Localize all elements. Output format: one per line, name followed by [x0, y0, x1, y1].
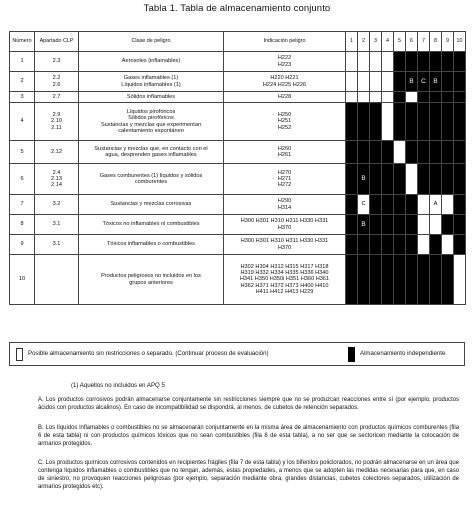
compat-letter: B: [409, 77, 414, 85]
row-indicacion-line: H411 H412 H413 H229: [255, 288, 314, 295]
row-number: [10, 103, 35, 141]
header-apartado: Apartado CLP: [35, 32, 79, 52]
compat-cell: [442, 103, 454, 141]
row-clase-line: Sustancias y mezclas que experimentan: [100, 121, 202, 128]
compat-cell: [442, 141, 454, 164]
row-indicacion-line: H220 H221: [270, 75, 299, 82]
compat-cell: [394, 72, 406, 92]
row-clase-line: Tóxicos inflamables o combustibles: [107, 241, 195, 248]
row-apartado-line: 2.9: [52, 112, 61, 119]
row-number: [10, 72, 35, 92]
compat-cell: [430, 52, 442, 72]
row-clase-line: Sustancias y mezclas que, en contacto con el: [94, 145, 208, 152]
compat-cell: [346, 215, 358, 235]
compat-cell: [430, 164, 442, 195]
compat-letter: B: [433, 77, 438, 85]
row-number-line: 10: [18, 276, 26, 283]
row-apartado: [35, 103, 79, 141]
row-apartado: [35, 72, 79, 92]
row-apartado-line: 3.1: [52, 241, 61, 248]
compat-cell: [346, 255, 358, 305]
compat-cell: [394, 52, 406, 72]
compat-cell: [394, 164, 406, 195]
row-indicacion-line: H270: [277, 169, 292, 176]
compat-cell: [382, 103, 394, 141]
compat-cell: [406, 235, 418, 255]
header-col-9: 9: [442, 32, 454, 52]
row-apartado: [35, 141, 79, 164]
row-number-line: 3: [20, 93, 24, 100]
compat-cell: [370, 195, 382, 215]
row-indicacion-line: H302 H304 H312 H315 H317 H318: [240, 263, 329, 270]
compat-cell: [370, 103, 382, 141]
header-col-3: 3: [370, 32, 382, 52]
row-apartado-line: 2.12: [51, 148, 62, 155]
row-indicacion-line: H271: [277, 175, 292, 182]
compat-cell: [418, 52, 430, 72]
compat-cell: [370, 141, 382, 164]
row-apartado-line: 2.11: [51, 124, 62, 131]
row-indicacion: [224, 141, 346, 164]
compat-cell: [382, 141, 394, 164]
header-col-2: 2: [358, 32, 370, 52]
compat-cell: [394, 103, 406, 141]
row-indicacion-line: H319 H332 H334 H335 H336 H340: [240, 270, 329, 277]
row-apartado: [35, 215, 79, 235]
compat-cell: [454, 103, 466, 141]
row-indicacion-line: H251: [277, 118, 292, 125]
row-apartado: [35, 255, 79, 305]
row-indicacion: [224, 215, 346, 235]
row-clase: [79, 141, 224, 164]
compat-cell: [454, 164, 466, 195]
compat-cell: [346, 141, 358, 164]
compat-cell: [442, 92, 454, 103]
row-clase-line: comburentes: [134, 179, 168, 185]
compat-letter: B: [361, 220, 366, 228]
compat-cell: [358, 255, 370, 305]
table-row: [10, 255, 466, 305]
row-indicacion-line: H370: [277, 224, 292, 231]
row-number: [10, 92, 35, 103]
compat-cell: [454, 255, 466, 305]
compat-cell: [442, 235, 454, 255]
compat-cell: [406, 103, 418, 141]
compat-cell: [346, 195, 358, 215]
row-number: [10, 255, 35, 305]
header-col-7: 7: [418, 32, 430, 52]
compat-cell: [382, 164, 394, 195]
compat-cell: [406, 92, 418, 103]
table-row: [10, 195, 466, 215]
table-title: Tabla 1. Tabla de almacenamiento conjunto: [143, 3, 331, 14]
row-clase: [79, 235, 224, 255]
compat-cell: [370, 92, 382, 103]
compat-cell: [370, 164, 382, 195]
row-indicacion-line: H222: [277, 55, 292, 62]
compat-cell: [346, 235, 358, 255]
row-number: [10, 215, 35, 235]
header-indicacion: Indicación peligro: [224, 32, 346, 52]
table-row: [10, 92, 466, 103]
row-number: [10, 141, 35, 164]
row-apartado-line: 2.6: [52, 81, 61, 88]
row-clase: [79, 215, 224, 235]
compat-cell: [442, 72, 454, 92]
row-indicacion-line: H261: [277, 152, 292, 158]
footnote: (1) Aquellos no incluidos en APQ 5: [71, 382, 165, 389]
compat-letter: C: [421, 77, 426, 85]
table-row: [10, 52, 466, 72]
compat-cell: [406, 52, 418, 72]
paragraph-c: C. Los productos químicos corrosivos contenidos en recipientes frágiles (fila 7 de esta tabla) y los bifenilos policlorados, no podrán almacenarse en un área que contenga líquidos inflamables o combustibles que no tengan, además, estas propiedades, a menos que se adopten las medidas necesarias para que, en caso de siniestro, no provoquen reacciones peligrosas (por ejemplo, separación mediante obra, grandes distancias, cubetos colectores separados, utilización de armarios protegidos etc).: [38, 460, 459, 490]
compat-cell: [358, 72, 370, 92]
row-number-line: 2: [20, 78, 24, 85]
compat-cell: [394, 235, 406, 255]
compat-cell: [418, 164, 430, 195]
header-numero: Número: [10, 32, 35, 52]
compat-cell: [442, 215, 454, 235]
row-number: [10, 164, 35, 195]
row-clase: [79, 92, 224, 103]
compat-cell: [370, 52, 382, 72]
row-indicacion-line: H272: [277, 182, 292, 189]
row-clase: [79, 195, 224, 215]
row-indicacion-line: H250: [277, 112, 292, 119]
compat-cell: [430, 72, 442, 92]
table-row: [10, 235, 466, 255]
header-col-10: 10: [454, 32, 466, 52]
row-indicacion-line: H290: [277, 198, 292, 205]
compat-cell: [418, 255, 430, 305]
paragraph-a: A. Los productos corrosivos podrán almacenarse conjuntamente sin restricciones siempre que no se produzcan reacciones entre sí (por ejemplo, productos ácidos con productos alcalinos). En caso de incompatibilidad se dispondrá, al menos, de cubetos de retención separados.: [38, 397, 459, 411]
compat-cell: [382, 235, 394, 255]
row-apartado-line: 2.3: [52, 58, 61, 65]
row-indicacion-line: H341 H350 H350i H351 H360 H361: [239, 276, 330, 283]
row-clase-line: Aerosoles (inflamables): [121, 58, 181, 65]
compat-cell: [370, 215, 382, 235]
compat-cell: [394, 255, 406, 305]
row-apartado-line: 2.2: [52, 75, 61, 82]
compat-cell: [454, 52, 466, 72]
row-apartado-line: 3.2: [52, 201, 61, 208]
row-indicacion-line: H300 H301 H310 H311 H330 H331: [240, 238, 329, 245]
compat-cell: [406, 164, 418, 195]
compat-cell: [406, 255, 418, 305]
row-apartado-line: 2.14: [51, 182, 62, 189]
row-apartado: [35, 52, 79, 72]
row-apartado-line: 3.1: [52, 221, 61, 228]
compat-cell: [382, 255, 394, 305]
compat-cell: [346, 164, 358, 195]
legend-independent-text: Almacenamiento independiente.: [360, 350, 448, 357]
row-clase-line: Sustancias y mezclas corrosivas: [110, 201, 192, 208]
row-number-line: 5: [20, 148, 24, 155]
header-col-8: 8: [430, 32, 442, 52]
compat-cell: [370, 235, 382, 255]
compat-cell: [418, 195, 430, 215]
paragraph-b: B. Los líquidos inflamables o combustibles no se almacenarán conjuntamente en la misma área de almacenamiento con productos químicos comburentes (fila 6 de esta tabla) ni con productos químicos tóxicos que no sean combustibles (fila 8 de esta tabla), a no ser que se sectoricen mediante la colocación de armarios protegidos.: [38, 425, 459, 447]
compat-cell: [394, 195, 406, 215]
compat-cell: [454, 72, 466, 92]
compat-cell: [454, 235, 466, 255]
table-row: [10, 215, 466, 235]
compat-cell: [454, 195, 466, 215]
table-row: [10, 141, 466, 164]
row-clase-line: grupos anteriores: [129, 279, 173, 286]
row-number-line: 1: [20, 58, 24, 65]
row-number-line: 7: [20, 201, 24, 208]
compat-cell: [442, 52, 454, 72]
compat-cell: [358, 235, 370, 255]
compat-cell: [418, 215, 430, 235]
row-indicacion-line: H314: [277, 204, 292, 211]
row-indicacion-line: H362 H371 H372 H373 H400 H410: [240, 282, 329, 289]
compat-letter: A: [433, 201, 438, 208]
row-indicacion-line: H223: [277, 61, 292, 68]
row-apartado: [35, 195, 79, 215]
row-indicacion: [224, 52, 346, 72]
compat-cell: [454, 92, 466, 103]
row-clase: [79, 52, 224, 72]
row-indicacion-line: H252: [277, 124, 292, 131]
compat-cell: [418, 141, 430, 164]
compat-cell: [394, 141, 406, 164]
row-clase-line: Sólidos inflamables: [126, 93, 176, 100]
row-clase-line: Líquidos pirofóricos: [126, 109, 176, 115]
row-number: [10, 235, 35, 255]
table-row: [10, 103, 466, 141]
compat-cell: [430, 103, 442, 141]
compat-cell: [430, 92, 442, 103]
row-clase: [79, 164, 224, 195]
row-number-line: 8: [20, 221, 24, 228]
header-col-5: 5: [394, 32, 406, 52]
compat-cell: [406, 195, 418, 215]
row-apartado: [35, 235, 79, 255]
compat-cell: [442, 164, 454, 195]
compat-cell: [394, 215, 406, 235]
row-clase: [79, 255, 224, 305]
compat-cell: [346, 52, 358, 72]
header-col-4: 4: [382, 32, 394, 52]
row-clase-line: Tóxicos no inflamables ni combustibles: [102, 221, 200, 228]
compat-cell: [358, 92, 370, 103]
compat-cell: [370, 255, 382, 305]
compat-cell: [382, 92, 394, 103]
row-clase-line: Sólidos pirofóricos: [128, 115, 174, 122]
compat-cell: [394, 92, 406, 103]
row-clase-line: Gases inflamables (1): [123, 75, 179, 82]
row-indicacion-line: H370: [277, 244, 292, 251]
row-indicacion-line: H260: [277, 145, 292, 152]
row-indicacion-line: H228: [277, 93, 292, 100]
compat-cell: [418, 72, 430, 92]
row-apartado-line: 2.7: [52, 93, 61, 100]
storage-table: [9, 31, 466, 305]
compat-cell: [382, 72, 394, 92]
row-apartado-line: 2.10: [51, 118, 62, 125]
header-row: [10, 32, 466, 52]
compat-cell: [430, 141, 442, 164]
compat-cell: [406, 72, 418, 92]
row-indicacion: [224, 235, 346, 255]
compat-letter: C: [361, 201, 366, 208]
compat-cell: [418, 103, 430, 141]
row-indicacion-line: H224 H225 H226: [262, 81, 307, 88]
row-apartado-line: 2.4: [52, 169, 61, 176]
compat-cell: [346, 103, 358, 141]
legend-possible-text: Posible almacenamiento sin restricciones o separado. (Continuar proceso de evaluación): [28, 350, 269, 357]
legend-white-swatch: [16, 348, 23, 361]
compat-cell: [358, 141, 370, 164]
row-number: [10, 52, 35, 72]
row-clase-line: Líquidos inflamables (1): [121, 81, 181, 88]
row-number-line: 6: [20, 175, 24, 182]
row-number-line: 9: [20, 241, 24, 248]
compat-cell: [346, 92, 358, 103]
compat-cell: [418, 92, 430, 103]
legend-box: [9, 342, 465, 366]
compat-cell: [442, 255, 454, 305]
row-indicacion: [224, 72, 346, 92]
row-clase-line: Productos peligrosos no incluidos en los: [101, 273, 201, 280]
compat-cell: [430, 215, 442, 235]
row-clase-line: calentamiento espontáneo: [118, 127, 184, 134]
row-clase: [79, 103, 224, 141]
row-apartado-line: 2.13: [51, 175, 62, 182]
row-clase-line: agua, desprenden gases inflamables: [105, 152, 197, 158]
compat-cell: [346, 72, 358, 92]
row-clase: [79, 72, 224, 92]
compat-cell: [442, 195, 454, 215]
row-clase-line: Gases comburentes (1) líquidos y sólidos: [99, 172, 203, 179]
header-col-6: 6: [406, 32, 418, 52]
header-col-1: 1: [346, 32, 358, 52]
compat-cell: [358, 215, 370, 235]
row-number: [10, 195, 35, 215]
legend-black-swatch: [348, 347, 355, 362]
compat-cell: [430, 235, 442, 255]
row-apartado: [35, 164, 79, 195]
row-indicacion: [224, 92, 346, 103]
table-row: [10, 164, 466, 195]
row-indicacion: [224, 164, 346, 195]
compat-cell: [430, 255, 442, 305]
compat-cell: [406, 215, 418, 235]
compat-cell: [358, 195, 370, 215]
header-clase: Clase de peligro: [79, 32, 224, 52]
table-row: [10, 72, 466, 92]
compat-cell: [382, 195, 394, 215]
compat-cell: [430, 195, 442, 215]
compat-cell: [370, 72, 382, 92]
compat-cell: [454, 215, 466, 235]
compat-cell: [418, 235, 430, 255]
compat-cell: [382, 215, 394, 235]
compat-letter: B: [361, 175, 366, 183]
compat-cell: [406, 141, 418, 164]
row-indicacion-line: H300 H301 H310 H311 H330 H331: [240, 218, 329, 225]
compat-cell: [382, 52, 394, 72]
compat-cell: [358, 164, 370, 195]
row-number-line: 4: [20, 118, 24, 125]
compat-cell: [454, 141, 466, 164]
compat-cell: [358, 103, 370, 141]
row-apartado: [35, 92, 79, 103]
compat-cell: [358, 52, 370, 72]
row-indicacion: [224, 255, 346, 305]
row-indicacion: [224, 103, 346, 141]
row-indicacion: [224, 195, 346, 215]
